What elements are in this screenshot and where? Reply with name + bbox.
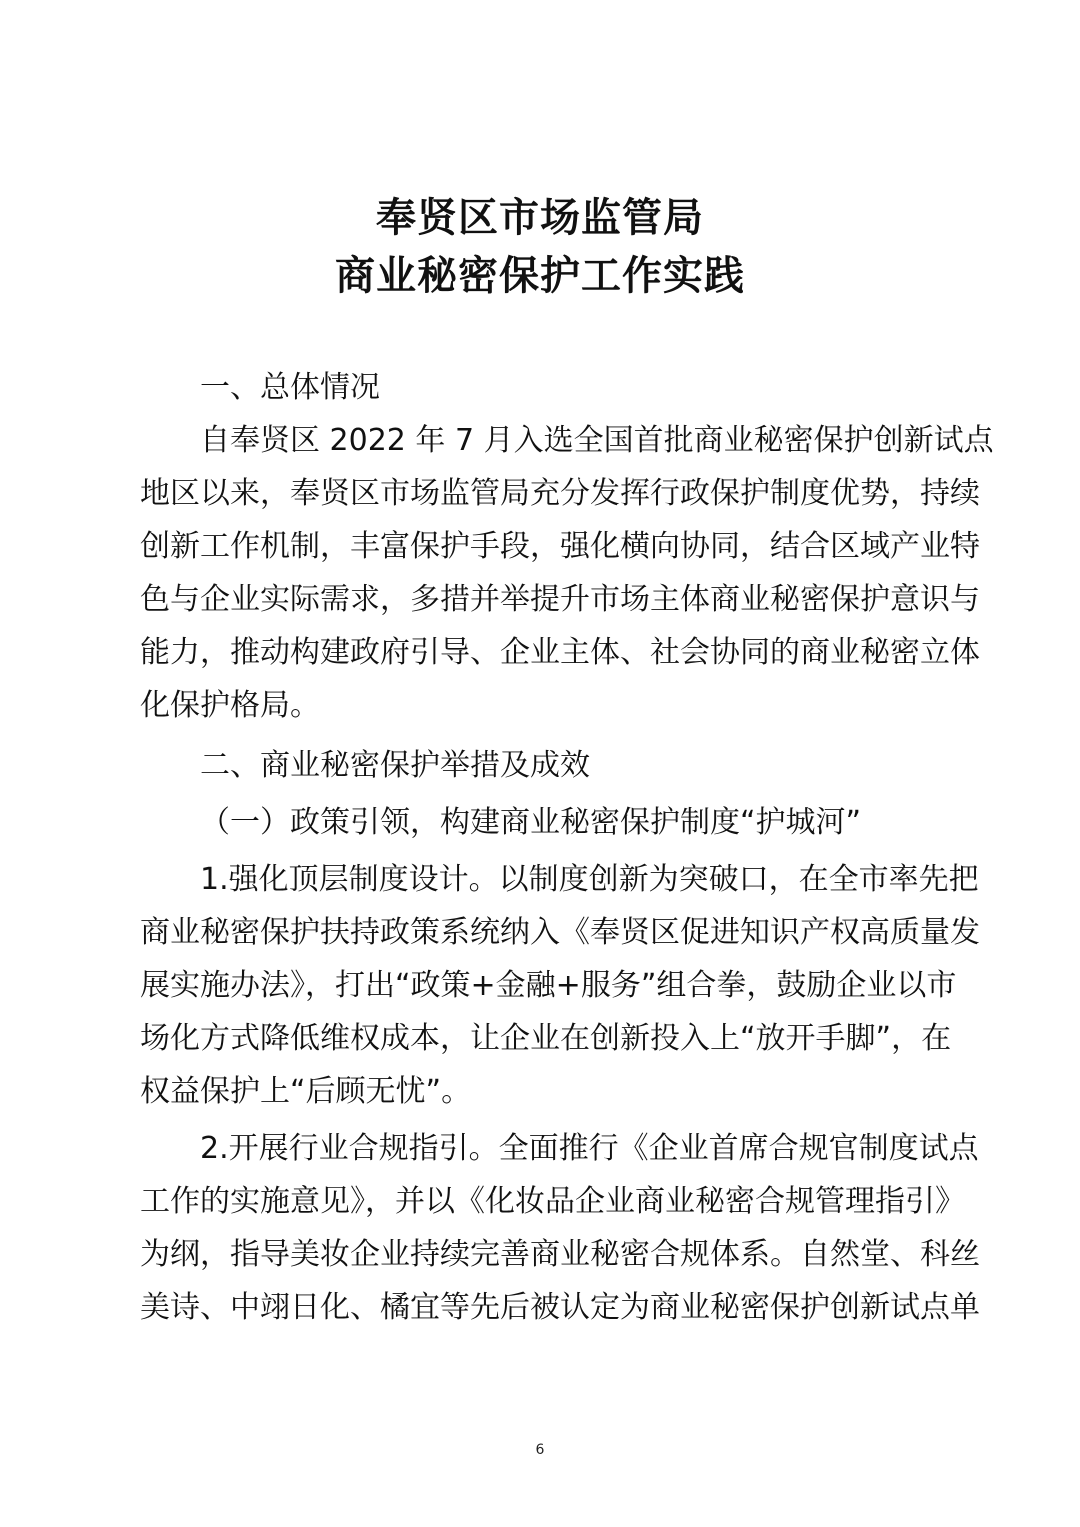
body-line: 创新工作机制，丰富保护手段，强化横向协同，结合区域产业特 <box>140 529 980 564</box>
body-line: 2.开展行业合规指引。全面推行《企业首席合规官制度试点 <box>200 1131 979 1166</box>
document-title <box>0 190 1080 303</box>
subsection-heading-policy: （一）政策引领，构建商业秘密保护制度“护城河” <box>200 805 862 840</box>
body-line: 地区以来，奉贤区市场监管局充分发挥行政保护制度优势，持续 <box>140 476 980 511</box>
title-line-1: 奉贤区市场监管局 <box>376 194 704 241</box>
body-line: 1.强化顶层制度设计。以制度创新为突破口，在全市率先把 <box>200 862 979 897</box>
section-heading-measures: 二、商业秘密保护举措及成效 <box>200 748 590 783</box>
body-line: 色与企业实际需求，多措并举提升市场主体商业秘密保护意识与 <box>140 582 980 617</box>
body-line: 自奉贤区 2022 年 7 月入选全国首批商业秘密保护创新试点 <box>200 423 994 458</box>
body-line: 场化方式降低维权成本，让企业在创新投入上“放开手脚”，在 <box>140 1021 952 1056</box>
body-line: 展实施办法》，打出“政策+金融+服务”组合拳，鼓励企业以市 <box>140 968 957 1003</box>
title-line-2: 商业秘密保护工作实践 <box>335 252 745 299</box>
body-line: 权益保护上“后顾无忧”。 <box>140 1074 472 1109</box>
body-line: 工作的实施意见》，并以《化妆品企业商业秘密合规管理指引》 <box>140 1184 965 1219</box>
body-line: 化保护格局。 <box>140 688 320 723</box>
body-line: 美诗、中翊日化、橘宜等先后被认定为商业秘密保护创新试点单 <box>140 1290 980 1325</box>
page-number: 6 <box>535 1442 545 1458</box>
section-heading-overview: 一、总体情况 <box>200 370 380 405</box>
body-line: 能力，推动构建政府引导、企业主体、社会协同的商业秘密立体 <box>140 635 980 670</box>
body-line: 商业秘密保护扶持政策系统纳入《奉贤区促进知识产权高质量发 <box>140 915 980 950</box>
body-line: 为纲，指导美妆企业持续完善商业秘密合规体系。自然堂、科丝 <box>140 1237 980 1272</box>
